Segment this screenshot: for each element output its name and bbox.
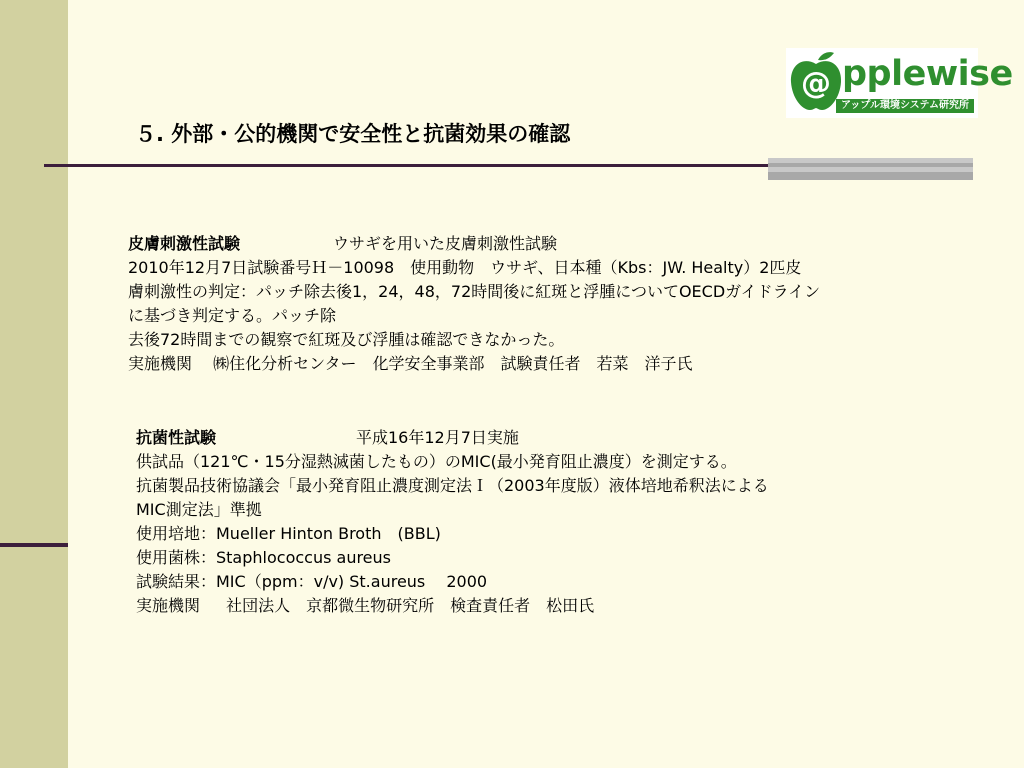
logo-at-symbol: @ [801,66,831,101]
antibacterial-test-line: MIC測定法」準拠 [136,500,262,519]
antibacterial-test-line: 使用菌株：Staphlococcus aureus [136,548,392,567]
left-sidebar [0,0,68,768]
sidebar-divider [0,543,68,547]
skin-test-line: 膚刺激性の判定：パッチ除去後1，24，48，72時間後に紅斑と浮腫についてOECDガイドライン [128,282,821,301]
skin-test-heading: 皮膚刺激性試験 [128,234,241,253]
skin-test-line: 2010年12月7日試験番号Ｈ－10098 使用動物 ウサギ、日本種（Kbs：JW. Healty）2匹皮 [128,258,802,277]
logo-name: pplewise [842,54,1013,94]
logo-tagline: アップル環境システム研究所 [836,99,974,113]
skin-test-section [128,232,820,376]
antibacterial-test-line: 供試品（121℃・15分湿熱滅菌したもの）のMIC(最小発育阻止濃度）を測定する。 [136,452,737,471]
skin-test-header [128,232,820,256]
skin-test-line: 実施機関 ㈱住化分析センター 化学安全事業部 試験責任者 若菜 洋子氏 [128,354,693,373]
antibacterial-test-header [136,426,769,450]
skin-test-subheading: ウサギを用いた皮膚刺激性試験 [333,234,558,253]
skin-test-line: 去後72時間までの観察で紅斑及び浮腫は確認できなかった。 [128,330,565,349]
page-title: ５. 外部・公的機関で安全性と抗菌効果の確認 [135,122,571,146]
antibacterial-test-line: 実施機関 社団法人 京都微生物研究所 検査責任者 松田氏 [136,596,595,615]
antibacterial-test-line: 抗菌製品技術協議会「最小発育阻止濃度測定法Ｉ（2003年度版）液体培地希釈法による [136,476,769,495]
title-accent-bar [768,158,973,180]
antibacterial-test-line: 試験結果：MIC（ppm：v/v) St.aureus 2000 [136,572,488,591]
antibacterial-test-section [136,426,769,618]
antibacterial-test-line: 使用培地：Mueller Hinton Broth (BBL) [136,524,441,543]
antibacterial-test-heading: 抗菌性試験 [136,428,217,447]
skin-test-line: に基づき判定する。パッチ除 [128,306,337,325]
antibacterial-test-subheading: 平成16年12月7日実施 [356,428,519,447]
